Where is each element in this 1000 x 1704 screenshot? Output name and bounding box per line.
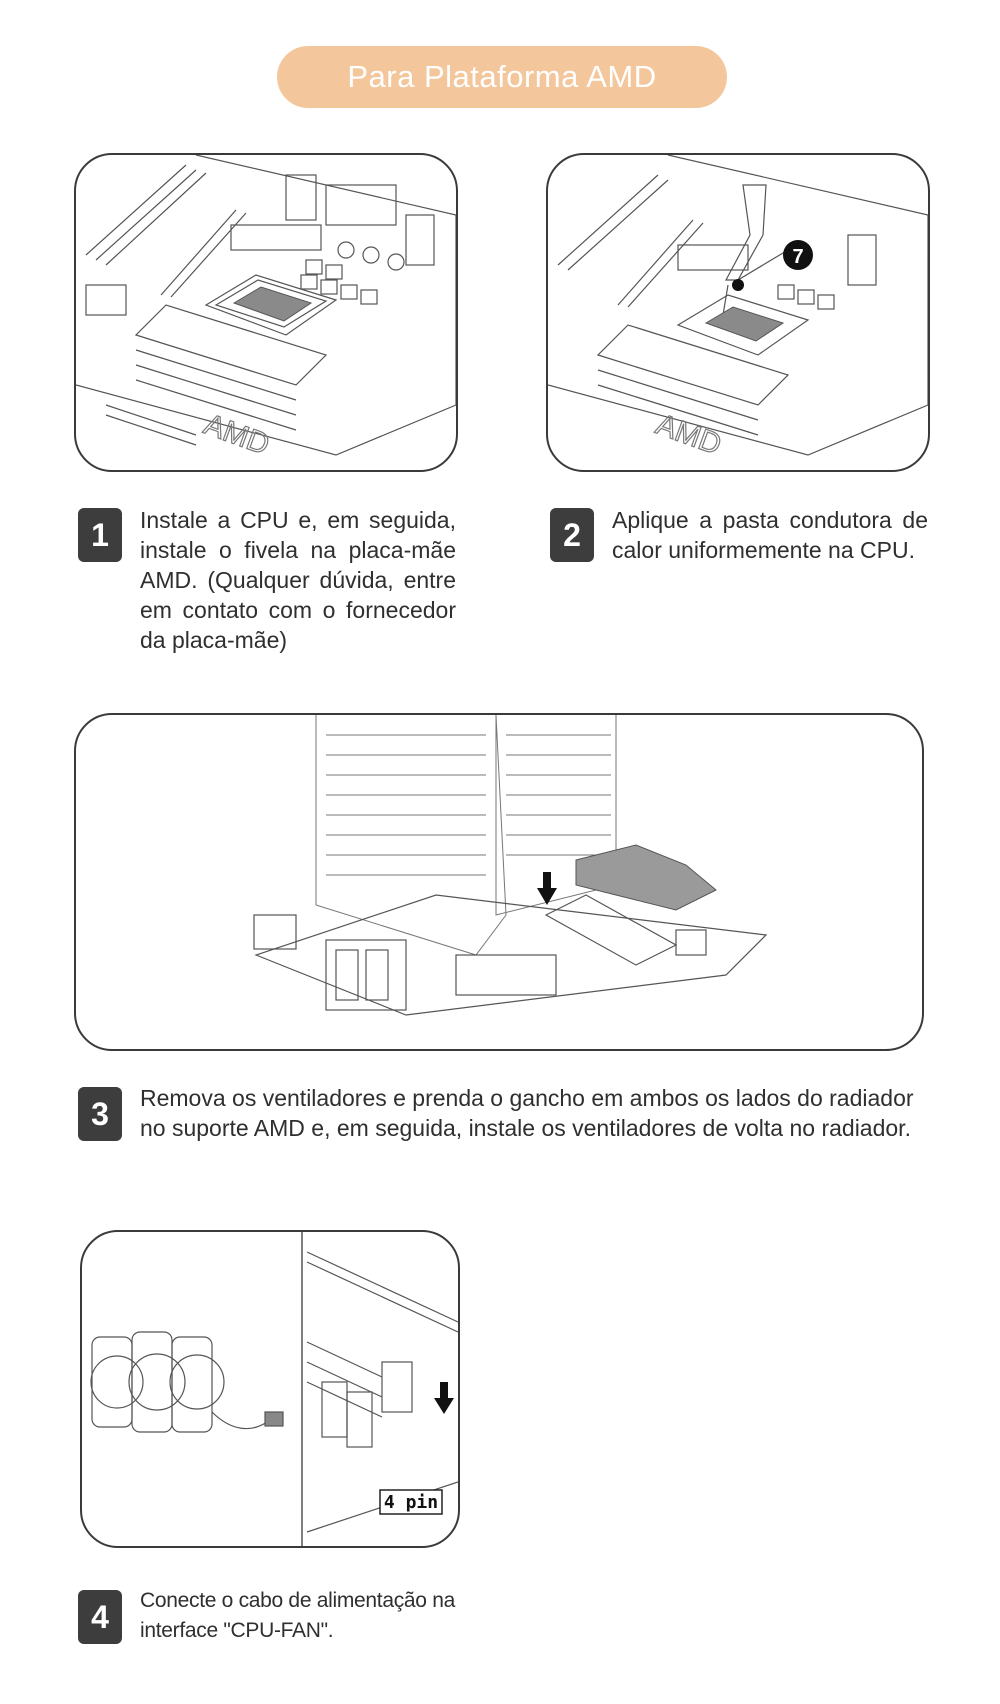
motherboard-drawing	[76, 155, 456, 470]
fan-connector-drawing	[82, 1232, 458, 1546]
callout-number: 7	[792, 246, 804, 268]
step-number: 2	[563, 516, 581, 553]
step-badge-1	[78, 508, 122, 562]
step-number: 3	[91, 1095, 109, 1132]
illustration-fan-connector	[80, 1230, 460, 1548]
step-number: 4	[91, 1598, 109, 1635]
section-title: Para Plataforma AMD	[347, 59, 657, 94]
board-brand-label: AMD	[199, 407, 274, 462]
paste-dot	[732, 279, 744, 291]
step-badge-2	[550, 508, 594, 562]
illustration-motherboard-cpu-installed	[74, 153, 458, 472]
section-title-pill	[277, 46, 727, 108]
hand-shape	[576, 845, 716, 910]
cpu-chip	[706, 307, 783, 341]
step-text-3: Remova os ventiladores e prenda o gancho em ambos os lados do radiador no suporte AMD e, em seguida, instale os ventiladores de volta no radiador.	[140, 1085, 914, 1141]
heatsink-drawing	[76, 715, 922, 1049]
step-text-4: Conecte o cabo de alimentação na interface "CPU-FAN".	[140, 1589, 455, 1642]
board-brand-label: AMD	[651, 407, 726, 462]
step-text-1: Instale a CPU e, em seguida, instale o fivela na placa-mãe AMD. (Qualquer dúvida, entre em contato com o fornecedor da placa-mãe)	[140, 507, 456, 653]
illustration-thermal-paste	[546, 153, 930, 472]
step-number: 1	[91, 516, 109, 553]
pin-label: 4 pin	[383, 1492, 439, 1513]
illustration-heatsink-mount	[74, 713, 924, 1051]
step-badge-3	[78, 1087, 122, 1141]
step-text-2: Aplique a pasta condutora de calor uniformemente na CPU.	[612, 507, 928, 563]
motherboard-paste-drawing	[548, 155, 928, 470]
down-arrow-icon	[434, 1382, 454, 1414]
step-badge-4	[78, 1590, 122, 1644]
cpu-chip	[234, 287, 311, 321]
